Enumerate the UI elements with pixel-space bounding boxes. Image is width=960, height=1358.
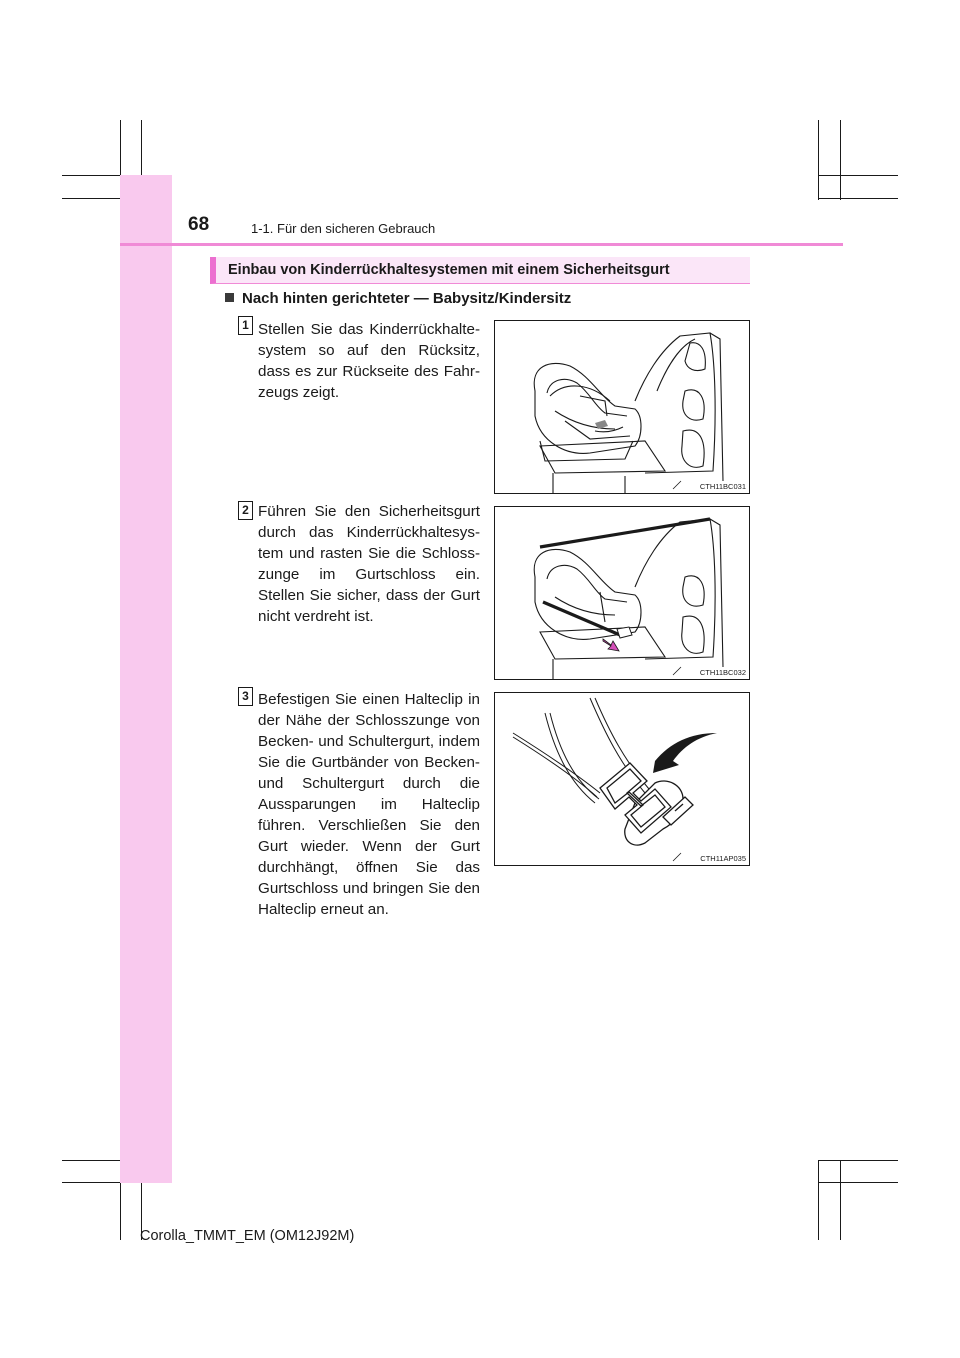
header-rule: [120, 243, 843, 246]
crop-mark: [840, 120, 841, 200]
subheading: [225, 290, 571, 307]
belt-locking-clip-illustration: [495, 693, 750, 866]
footer-document-id: Corolla_TMMT_EM (OM12J92M): [140, 1228, 355, 1244]
square-bullet-icon: [225, 293, 234, 302]
crop-mark: [840, 1160, 841, 1240]
figure-belt-routing: [494, 506, 750, 680]
figure-caption: CTH11BC031: [699, 482, 746, 491]
rear-facing-child-seat-illustration: [495, 321, 750, 494]
crop-mark: [818, 175, 898, 176]
step-text: Führen Sie den Sicherheitsgurt durch das Kinderrückhaltesystem und rasten Sie die Schlosszunge im Gurtschloss ein. Stellen Sie sicher, dass der Gurt nicht verdreht ist.: [258, 503, 480, 625]
subheading-text: Nach hinten gerichteter — Babysitz/Kindersitz: [242, 290, 572, 307]
crop-mark: [818, 1160, 898, 1161]
step-text: Stellen Sie das Kinderrückhaltesystem so auf den Rücksitz, dass es zur Rückseite des Fahrzeugs zeigt.: [258, 321, 480, 401]
figure-locking-clip: [494, 692, 750, 866]
section-heading-bar: [210, 257, 750, 284]
child-seat-belt-routing-illustration: [495, 507, 750, 680]
crop-mark: [818, 120, 819, 200]
step-number-badge: 1: [238, 316, 253, 335]
step-number-badge: 3: [238, 687, 253, 706]
section-title: Einbau von Kinderrückhaltesystemen mit einem Sicherheitsgurt: [228, 262, 670, 278]
figure-caption: CTH11AP035: [700, 854, 746, 863]
figure-rear-facing-child-seat: [494, 320, 750, 494]
crop-mark: [818, 1182, 898, 1183]
step-number-badge: 2: [238, 501, 253, 520]
chapter-header-title: 1-1. Für den sicheren Gebrauch: [251, 221, 436, 236]
chapter-sidebar: [120, 175, 172, 1183]
page-number: 68: [188, 214, 210, 235]
crop-mark: [818, 1160, 819, 1240]
step-text: Befestigen Sie einen Halteclip in der Nähe der Schlosszunge von Becken- und Schultergurt, indem Sie die Gurtbänder von Becken- und Schultergurt durch die Aussparungen im Halteclip führen. Verschließen Sie den Gurt wieder. Wenn der Gurt durchhängt, öffnen Sie das Gurtschloss und bringen Sie den Halteclip erneut an.: [258, 691, 480, 918]
crop-mark: [818, 198, 898, 199]
figure-caption: CTH11BC032: [699, 668, 746, 677]
